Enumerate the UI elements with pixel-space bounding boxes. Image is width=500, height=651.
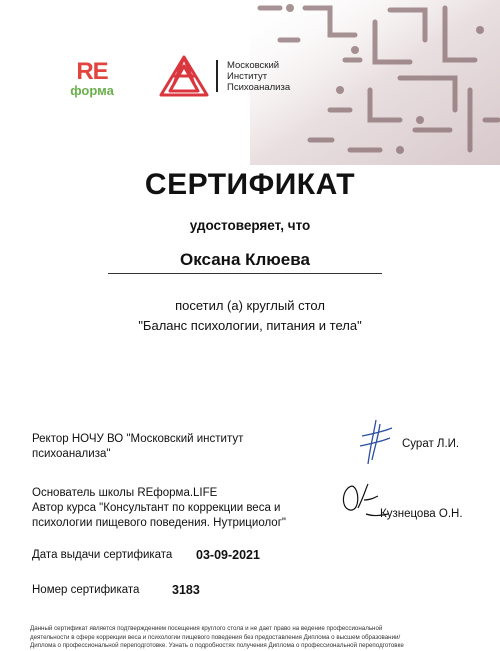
recipient-name: Оксана Клюева [108,250,382,274]
founder-line-3: психологии пищевого поведения. Нутрициолог" [32,517,286,529]
footnote-line-2: деятельности в сфере коррекции веса и психологии пищевого поведения без предоставления Диплома о высшем образовании/ [30,633,401,641]
institute-line-3: Психоанализа [227,82,291,93]
founder-line-2: Автор курса "Консультант по коррекции веса и [32,502,281,514]
rector-line-2: психоанализа" [32,448,111,460]
certificate-number-label: Номер сертификата [32,584,140,596]
institute-logo-divider [216,60,218,92]
rector-signature [356,418,396,466]
issue-date-label: Дата выдачи сертификата [32,549,173,561]
rector-title [32,432,243,462]
issue-date-value: 03-09-2021 [196,548,260,562]
certifies-text: удостоверяет, что [189,218,311,233]
event-line-1: посетил (а) круглый стол [175,298,325,313]
reforma-logo-re: RE [76,58,108,85]
institute-logo-text [227,60,290,93]
event-line-2: "Баланс психологии, питания и тела" [138,318,362,333]
institute-line-1: Московский [227,60,280,71]
certificate-title: СЕРТИФИКАТ [144,168,356,201]
founder-name: Кузнецова О.Н. [380,508,463,520]
event-description [0,296,500,336]
founder-title [32,486,286,531]
rector-line-1: Ректор НОЧУ ВО "Московский институт [32,433,244,445]
rector-name: Сурат Л.И. [402,438,460,450]
footnote-line-1: Данный сертификат является подтверждением посещения круглого стола и не дает право на ведение профессиональной [30,625,383,632]
reforma-logo [64,60,120,98]
founder-line-1: Основатель школы REформа.LIFE [32,487,218,499]
certificate-number-value: 3183 [172,583,200,597]
footnote-line-3: Диплома о профессиональной переподготовке. Узнать о подробностях получения Диплома о профессиональной переподготовке [30,642,404,649]
reforma-logo-forma: форма [70,83,114,98]
institute-logo-icon [158,54,210,98]
institute-line-2: Институт [227,71,268,82]
disclaimer-footnote [30,625,475,651]
